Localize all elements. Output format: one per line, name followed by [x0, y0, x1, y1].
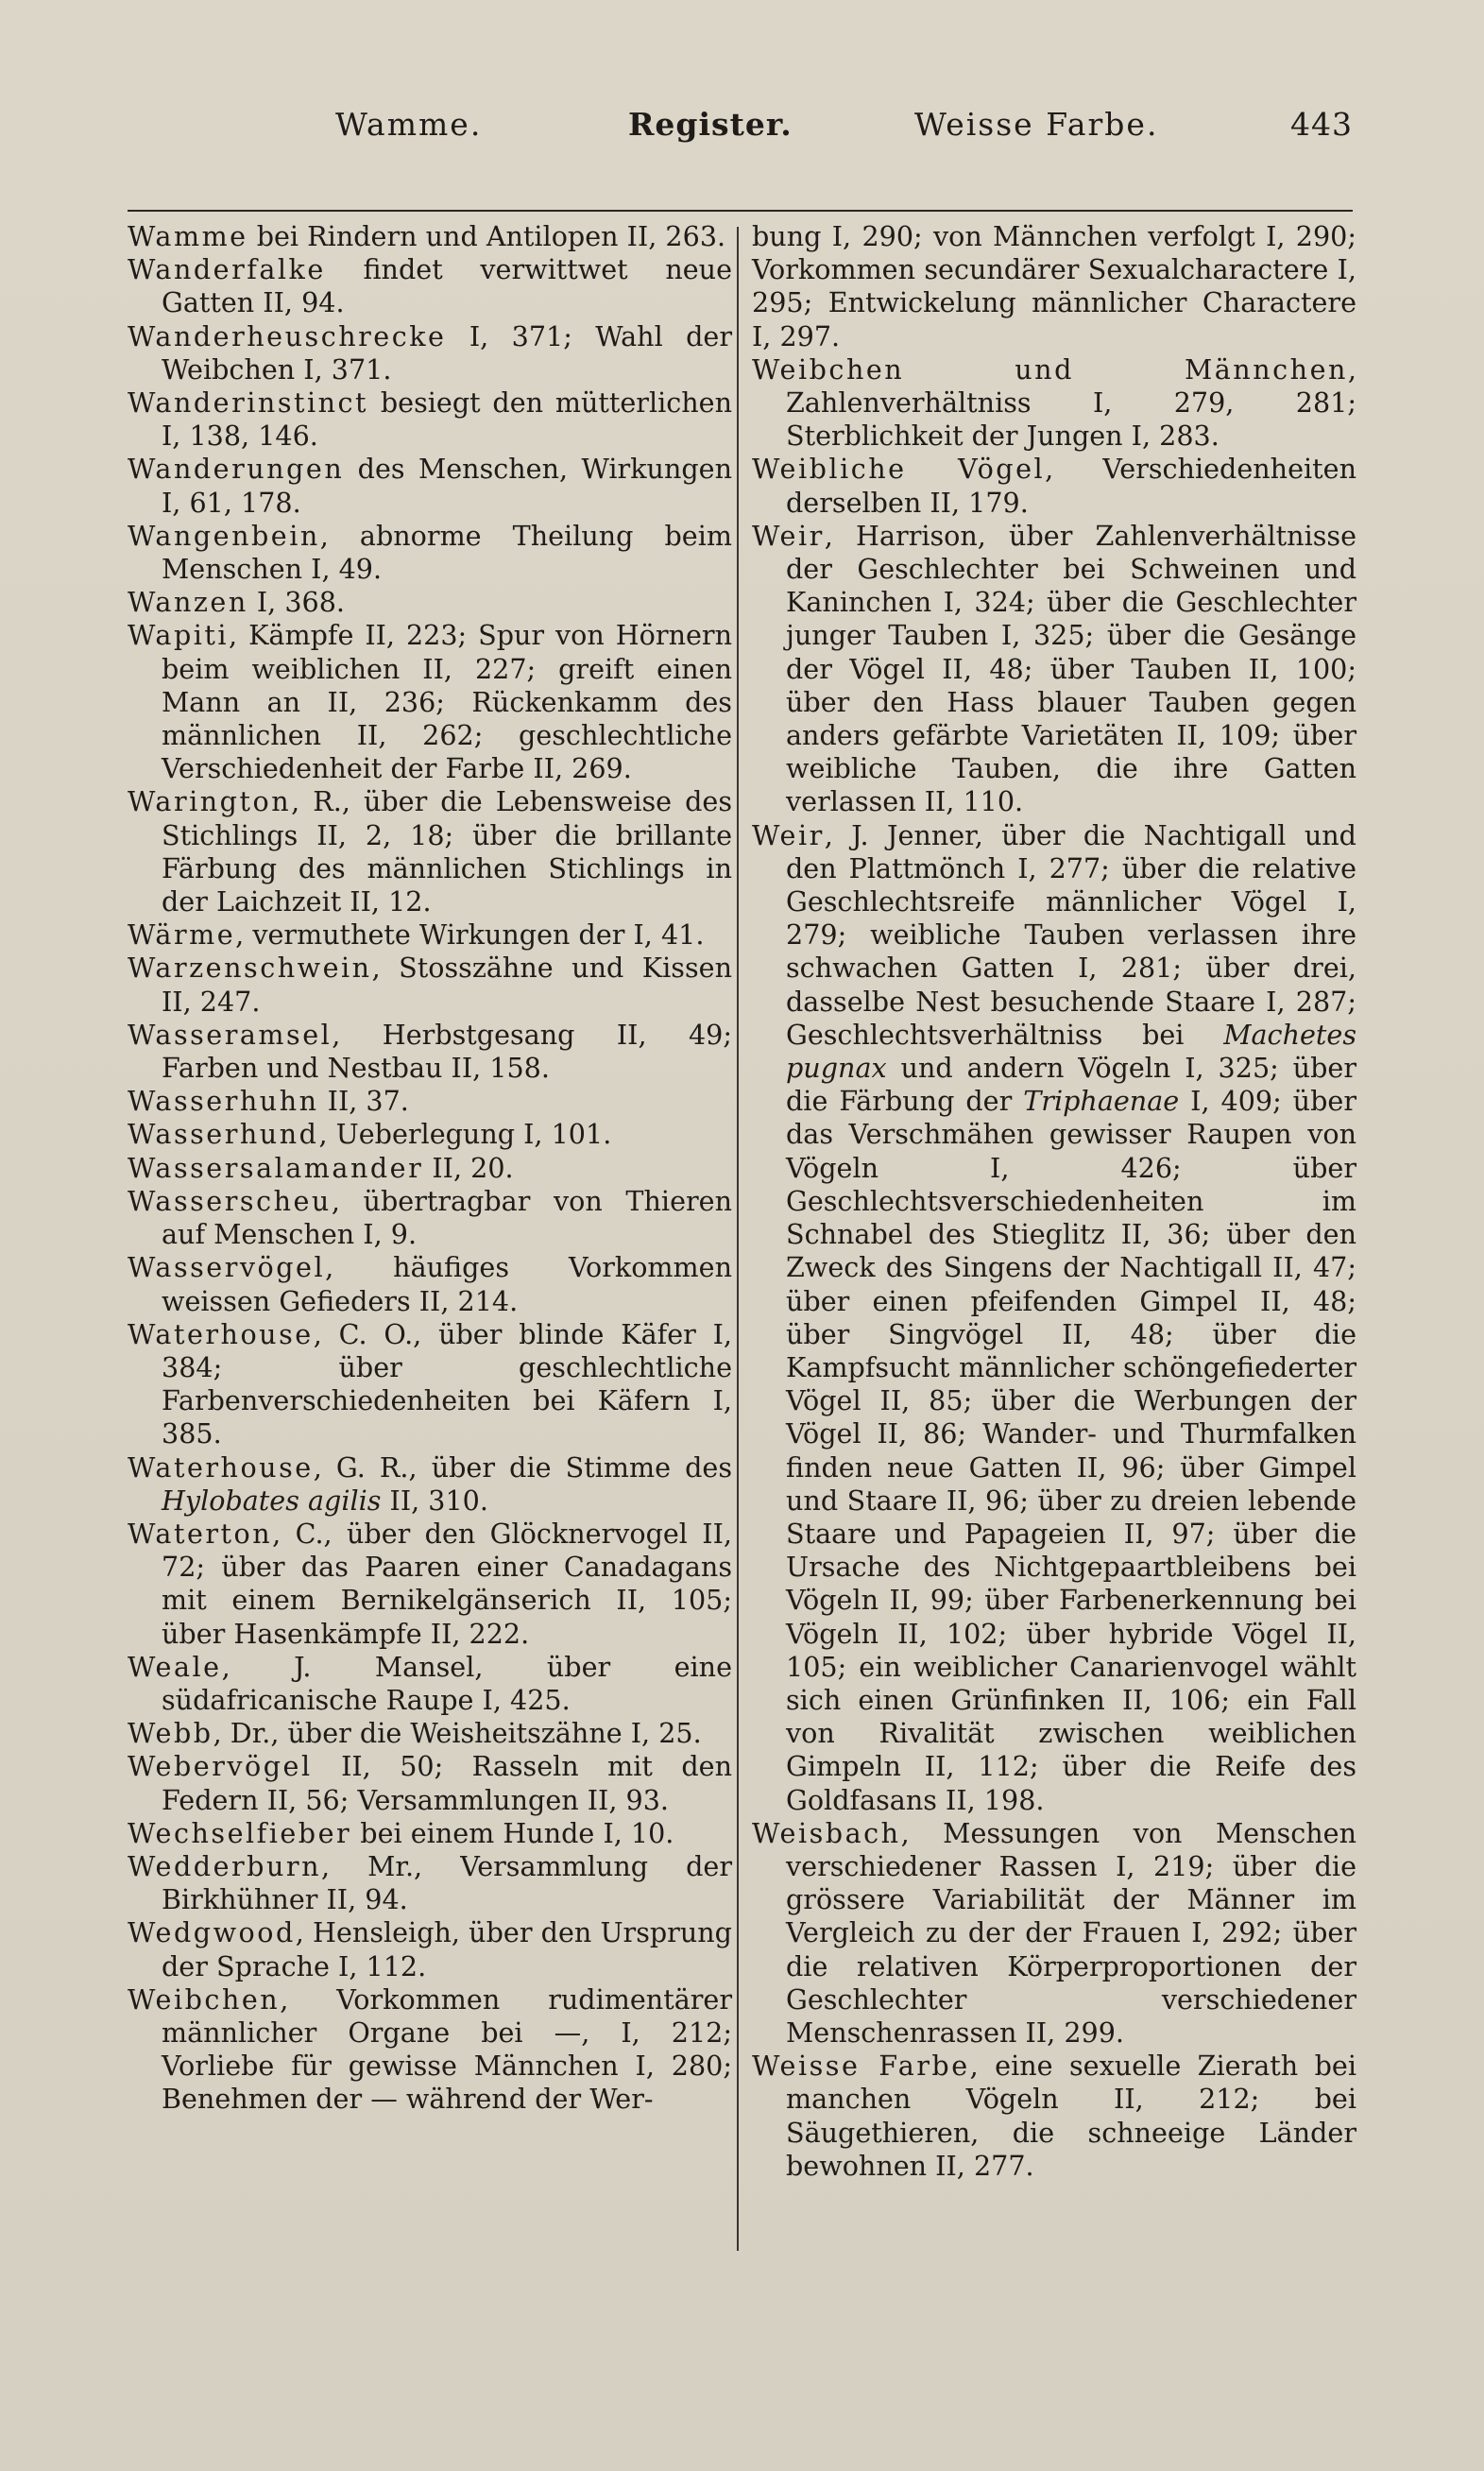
entry-text: , Ueberlegung I, 101. [318, 1118, 612, 1151]
entry-text: und andern Vögeln I, 325; über die Färbung der [786, 1052, 1356, 1118]
entry-keyword: Webb [128, 1717, 213, 1750]
index-entry [128, 785, 732, 918]
index-entry [128, 1251, 732, 1317]
entry-keyword: Waterhouse [128, 1317, 314, 1350]
header-right-catchword: Weisse Farbe. [914, 106, 1159, 143]
entry-keyword: Weisse Farbe [752, 2050, 970, 2083]
index-entry [128, 1750, 732, 1816]
index-entry [128, 1185, 732, 1251]
index-entry [128, 952, 732, 1018]
header-rule [128, 210, 1353, 212]
entry-text: bei Rindern und Antilopen II, 263. [247, 220, 726, 252]
entry-italic-name: Machetes pugnax [786, 1018, 1356, 1085]
index-entry [752, 2050, 1356, 2183]
index-entry [128, 586, 732, 619]
entry-text: , C. O., über blinde Käfer I, 384; über geschlechtliche Farbenverschiedenheiten bei Käfern I, 385. [162, 1317, 732, 1450]
index-entry [752, 1817, 1356, 2050]
index-entry [752, 353, 1356, 454]
entry-keyword: Wanderinstinct [128, 386, 369, 420]
entry-text: , G. R., über die Stimme des [313, 1450, 732, 1484]
entry-text: , Dr., über die Weisheitszähne I, 25. [213, 1717, 702, 1750]
entry-text: , Messungen von Menschen verschiedener Rassen I, 219; über die grössere Variabilität der Männer im Vergleich zu der der Frauen I, 292; über die relativen Körperproportionen der Geschlechter verschiedener Menschenrassen II, 299. [786, 1816, 1356, 2049]
entry-keyword: Weibchen und Männchen [752, 352, 1348, 386]
entry-text: , J. Jenner, über die Nachtigall und den Plattmönch I, 277; über die relative Geschlechtsreife männlicher Vögel I, 279; weibliche Tauben verlassen ihre schwachen Gatten I, 281; über drei, dasselbe Nest besuchende Staare I, 287; Geschlechtsverhältniss bei [786, 818, 1356, 1051]
entry-keyword: Wedderburn [128, 1849, 321, 1882]
entry-text: I, 371; Wahl der Weibchen I, 371. [162, 319, 732, 386]
entry-text: , eine sexuelle Zierath bei manchen Vögeln II, 212; bei Säugethieren, die schneeige Länder bewohnen II, 277. [786, 2050, 1356, 2182]
entry-keyword: Warington [128, 785, 292, 818]
entry-text: , vermuthete Wirkungen der I, 41. [235, 918, 705, 952]
entry-keyword: Wanderungen [128, 453, 345, 486]
index-entry [128, 1916, 732, 1982]
index-entry [128, 1152, 732, 1185]
entry-text: II, 37. [318, 1085, 409, 1118]
index-entry [128, 619, 732, 785]
entry-keyword: Wasserhuhn [128, 1085, 319, 1118]
index-entry [128, 1983, 732, 2117]
entry-text: , abnorme Theilung beim Menschen I, 49. [162, 519, 732, 586]
entry-text: , Stosszähne und Kissen II, 247. [162, 952, 732, 1018]
entry-text: , häufiges Vorkommen weissen Gefieders II, 214. [162, 1251, 732, 1317]
entry-keyword: Wassersalamander [128, 1151, 424, 1184]
entry-keyword: Wanderfalke [128, 253, 326, 286]
header-section-title: Register. [628, 106, 793, 143]
header-left-catchword: Wamme. [335, 106, 483, 143]
entry-text: , Herbstgesang II, 49; Farben und Nestbau II, 158. [162, 1018, 732, 1085]
index-entry [128, 386, 732, 453]
entry-text: bei einem Hunde I, 10. [351, 1816, 674, 1849]
entry-keyword: Weale [128, 1650, 222, 1683]
right-column [752, 220, 1356, 2183]
index-entry [128, 918, 732, 952]
entry-keyword: Weisbach [752, 1816, 901, 1849]
entry-text: , Harrison, über Zahlenverhältnisse der Geschlechter bei Schweinen und Kaninchen I, 324; über die Geschlechter junger Tauben I, 325; über die Gesänge der Vögel II, 48; über Tauben II, 100; über den Hass blauer Tauben gegen anders gefärbte Varietäten II, 109; über weibliche Tauben, die ihre Gatten verlassen II, 110. [786, 519, 1356, 818]
entry-text: I, 409; über das Verschmähen gewisser Raupen von Vögeln I, 426; über Geschlechtsverschiedenheiten im Schnabel des Stieglitz II, 36; über den Zweck des Singens der Nachtigall II, 47; über einen pfeifenden Gimpel II, 48; über Singvögel II, 48; über die Kampfsucht männlicher schöngefiederter Vögel II, 85; über die Werbungen der Vögel II, 86; Wander- und Thurmfalken finden neue Gatten II, 96; über Gimpel und Staare II, 96; über zu dreien lebende Staare und Papageien II, 97; über die Ursache des Nichtgepaartbleibens bei Vögeln II, 99; über Farbenerkennung bei Vögeln II, 102; über hybride Vögel II, 105; ein weiblicher Canarienvogel wählt sich einen Grünfinken II, 106; ein Fall von Rivalität zwischen weiblichen Gimpeln II, 112; über die Reife des Goldfasans II, 198. [786, 1085, 1356, 1816]
column-divider [737, 227, 739, 2251]
entry-keyword: Warzenschwein [128, 952, 372, 985]
entry-keyword: Weir [752, 519, 825, 552]
entry-text: findet verwittwet neue Gatten II, 94. [162, 253, 732, 319]
index-entry [128, 1019, 732, 1085]
entry-keyword: Wanderheuschrecke [128, 319, 447, 352]
index-entry [128, 1651, 732, 1717]
entry-text: , Vorkommen rudimentärer männlicher Organe bei —, I, 212; Vorliebe für gewisse Männchen I, 280; Benehmen der — während der Wer- [162, 1982, 732, 2116]
entry-keyword: Wangenbein [128, 519, 320, 552]
entry-text: II, 310. [381, 1484, 488, 1517]
index-entry [752, 520, 1356, 819]
entry-text: , R., über die Lebensweise des Stichlings II, 2, 18; über die brillante Färbung des männlichen Stichlings in der Laichzeit II, 12. [162, 785, 732, 918]
entry-text: besiegt den mütterlichen I, 138, 146. [162, 386, 732, 453]
entry-text: , Kämpfe II, 223; Spur von Hörnern beim weiblichen II, 227; greift einen Mann an II, 236; Rückenkamm des männlichen II, 262; geschlechtliche Verschiedenheit der Farbe II, 269. [162, 619, 732, 785]
index-entry [128, 1717, 732, 1750]
index-entry [128, 253, 732, 319]
index-entry [752, 220, 1356, 353]
entry-text: bung I, 290; von Männchen verfolgt I, 290; Vorkommen secundärer Sexualcharactere I, 295; Entwickelung männlicher Charactere I, 297. [752, 220, 1356, 352]
page-number: 443 [1290, 106, 1353, 143]
running-header [0, 106, 1484, 163]
entry-text: , übertragbar von Thieren auf Menschen I, 9. [162, 1184, 732, 1251]
entry-keyword: Weibchen [128, 1982, 281, 2016]
entry-keyword: Wedgwood [128, 1916, 296, 1949]
index-entry [752, 453, 1356, 519]
entry-text: II, 20. [423, 1151, 514, 1184]
entry-text: , Mr., Versammlung der Birkhühner II, 94. [162, 1849, 732, 1916]
left-column [128, 220, 732, 2117]
index-entry [752, 819, 1356, 1817]
index-entry [128, 1118, 732, 1151]
entry-keyword: Wasserscheu [128, 1184, 332, 1217]
entry-keyword: Waterton [128, 1517, 273, 1550]
entry-keyword: Wärme [128, 918, 236, 952]
entry-text: , C., über den Glöcknervogel II, 72; über das Paaren einer Canadagans mit einem Bernikelgänserich II, 105; über Hasenkämpfe II, 222. [162, 1517, 732, 1650]
index-entry [128, 520, 732, 586]
entry-keyword: Wanzen [128, 586, 248, 619]
entry-text: II, 50; Rasseln mit den Federn II, 56; Versammlungen II, 93. [162, 1750, 732, 1816]
entry-keyword: Wasserhund [128, 1118, 319, 1151]
index-entry [128, 1451, 732, 1518]
entry-keyword: Waterhouse [128, 1450, 314, 1484]
entry-keyword: Wechselfieber [128, 1816, 352, 1849]
entry-keyword: Wasservögel [128, 1251, 326, 1284]
entry-text: , J. Mansel, über eine südafricanische Raupe I, 425. [162, 1650, 732, 1716]
entry-italic-name: Hylobates agilis [162, 1484, 382, 1517]
index-entry [128, 1085, 732, 1118]
index-entry [128, 320, 732, 386]
entry-text: , Verschiedenheiten derselben II, 179. [786, 453, 1356, 519]
index-entry [128, 1518, 732, 1651]
entry-italic-name: Triphaenae [1023, 1085, 1180, 1118]
entry-text: I, 368. [247, 586, 346, 619]
index-entry [128, 1817, 732, 1850]
index-entry [128, 1850, 732, 1916]
entry-text: , Hensleigh, über den Ursprung der Sprache I, 112. [162, 1916, 732, 1982]
index-entry [128, 453, 732, 519]
index-entry [128, 1318, 732, 1451]
entry-keyword: Wasseramsel [128, 1018, 333, 1051]
entry-keyword: Wamme [128, 220, 248, 252]
entry-keyword: Wapiti [128, 619, 230, 652]
entry-text: des Menschen, Wirkungen I, 61, 178. [162, 453, 732, 519]
index-entry [128, 220, 732, 253]
entry-keyword: Webervögel [128, 1750, 313, 1783]
entry-keyword: Weibliche Vögel [752, 453, 1046, 486]
entry-keyword: Weir [752, 818, 825, 851]
entry-text: , Zahlenverhältniss I, 279, 281; Sterblichkeit der Jungen I, 283. [786, 352, 1356, 453]
